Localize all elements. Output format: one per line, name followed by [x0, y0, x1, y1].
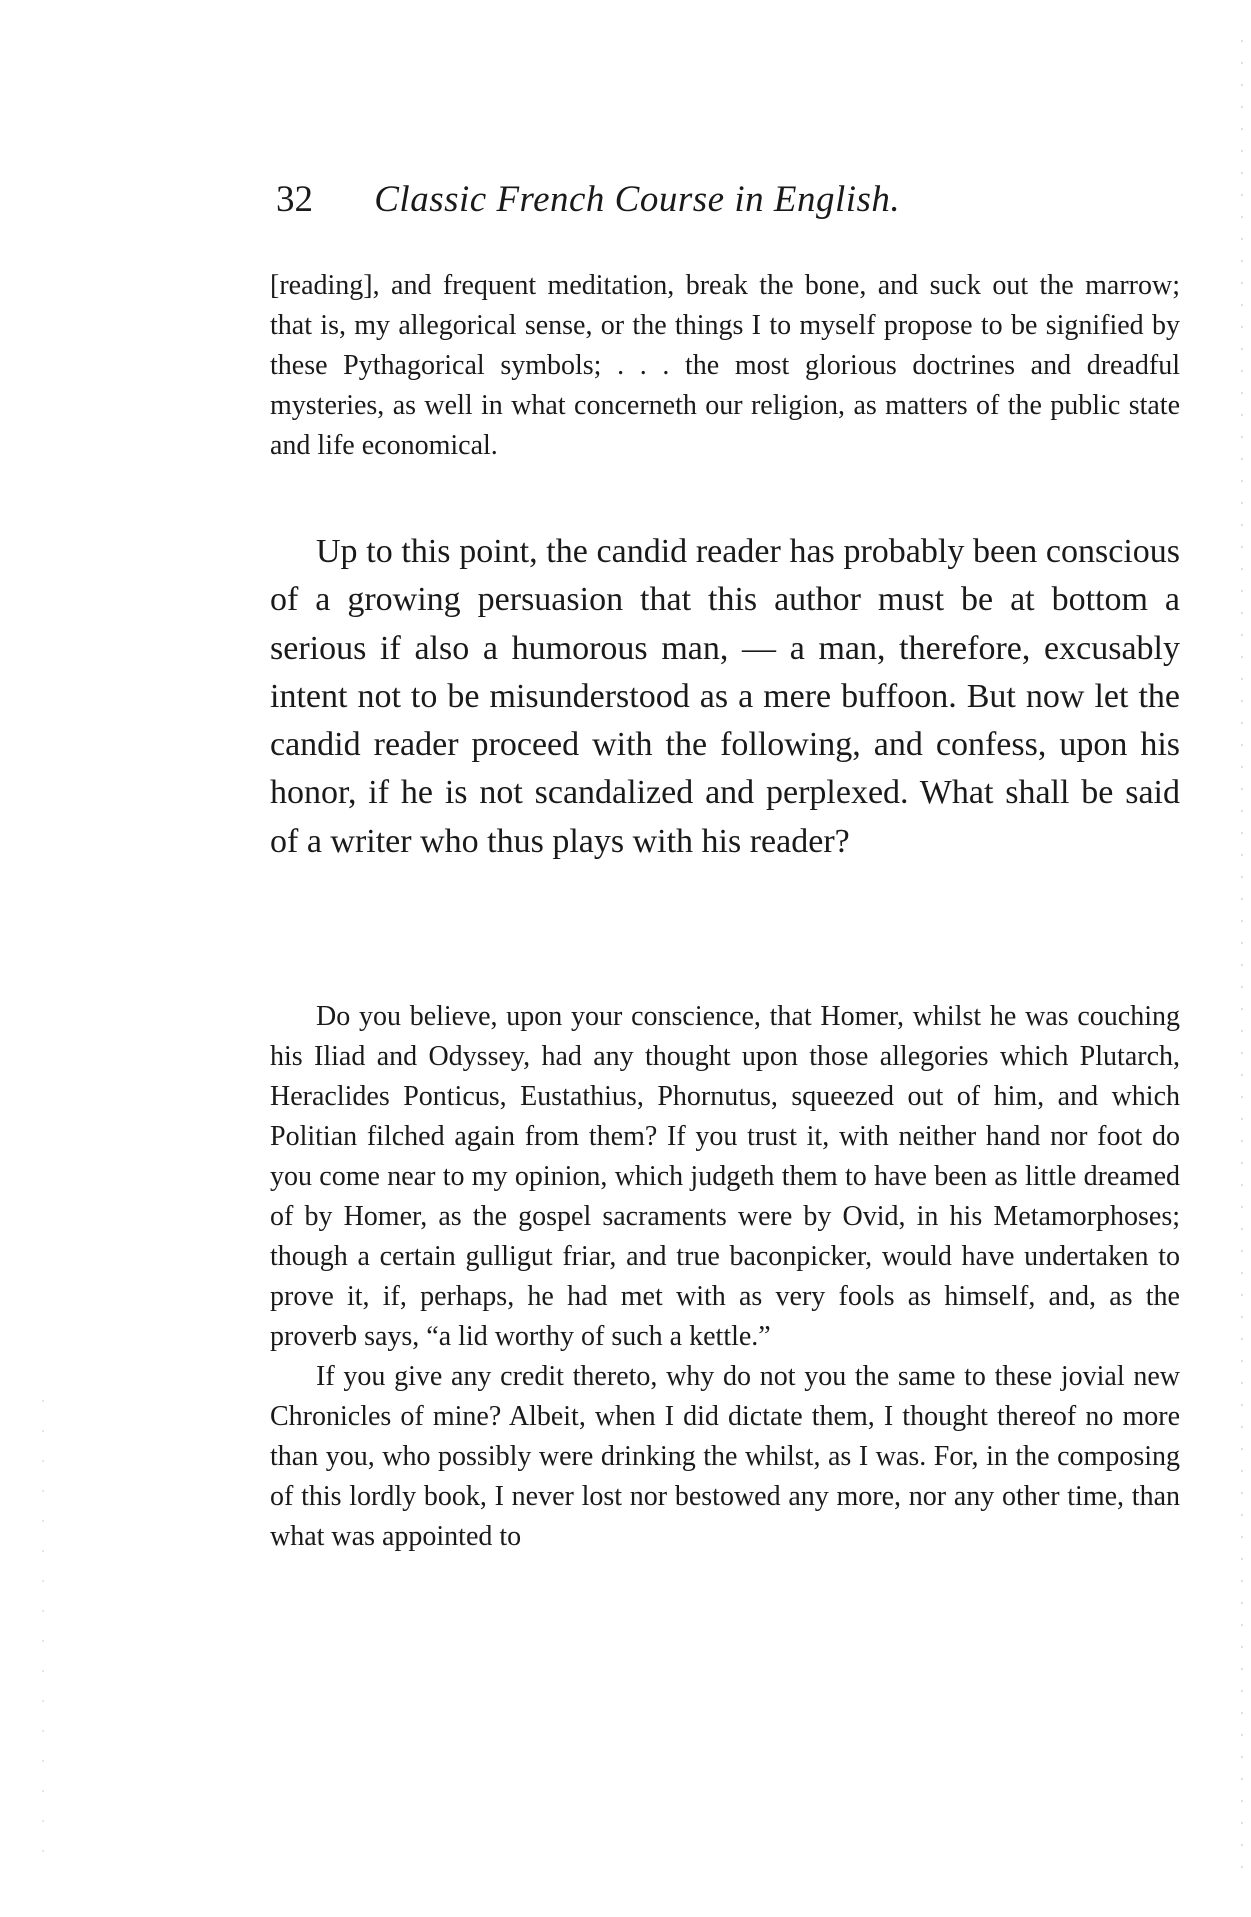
running-title: Classic French Course in English.: [374, 179, 901, 220]
page-number: 32: [276, 179, 313, 220]
running-header: [276, 170, 1076, 230]
scan-edge-right: [1241, 40, 1243, 1880]
quote-paragraph: If you give any credit thereto, why do not you the same to these jovial new Chronicles of mine? Albeit, when I did dictate them, I thought thereof no more than you, who possibly were drinking the whilst, as I was. For, in the composing of this lordly book, I never lost nor bestowed any more, nor any other time, than what was appointed to: [270, 1361, 1180, 1552]
quoted-passage-reading: [270, 266, 1180, 466]
quoted-passage-homer: [270, 997, 1180, 1557]
scan-edge-left: [42, 1400, 44, 1880]
commentary-paragraph-block: [270, 528, 1180, 866]
commentary-paragraph: Up to this point, the candid reader has probably been conscious of a growing persuasion that this author must be at bottom a serious if also a humorous man, — a man, therefore, excusably intent not to be misunderstood as a mere buffoon. But now let the candid reader proceed with the following, and confess, upon his honor, if he is not scandalized and perplexed. What shall be said of a writer who thus plays with his reader?: [270, 533, 1180, 860]
quote-paragraph: Do you believe, upon your conscience, that Homer, whilst he was couching his Iliad and Odyssey, had any thought upon those allegories which Plutarch, Heraclides Ponticus, Eustathius, Phornutus, squeezed out of him, and which Politian filched again from them? If you trust it, with neither hand nor foot do you come near to my opinion, which judgeth them to have been as little dreamed of by Homer, as the gospel sacraments were by Ovid, in his Metamorphoses; though a certain gulligut friar, and true baconpicker, would have undertaken to prove it, if, perhaps, he had met with as very fools as himself, and, as the proverb says, “a lid worthy of such a kettle.”: [270, 1001, 1180, 1352]
quote-paragraph: [reading], and frequent meditation, break the bone, and suck out the marrow; that is, my allegorical sense, or the things I to myself propose to be signified by these Pythagorical symbols; . . . the most glorious doctrines and dreadful mysteries, as well in what concerneth our religion, as matters of the public state and life economical.: [270, 270, 1180, 461]
